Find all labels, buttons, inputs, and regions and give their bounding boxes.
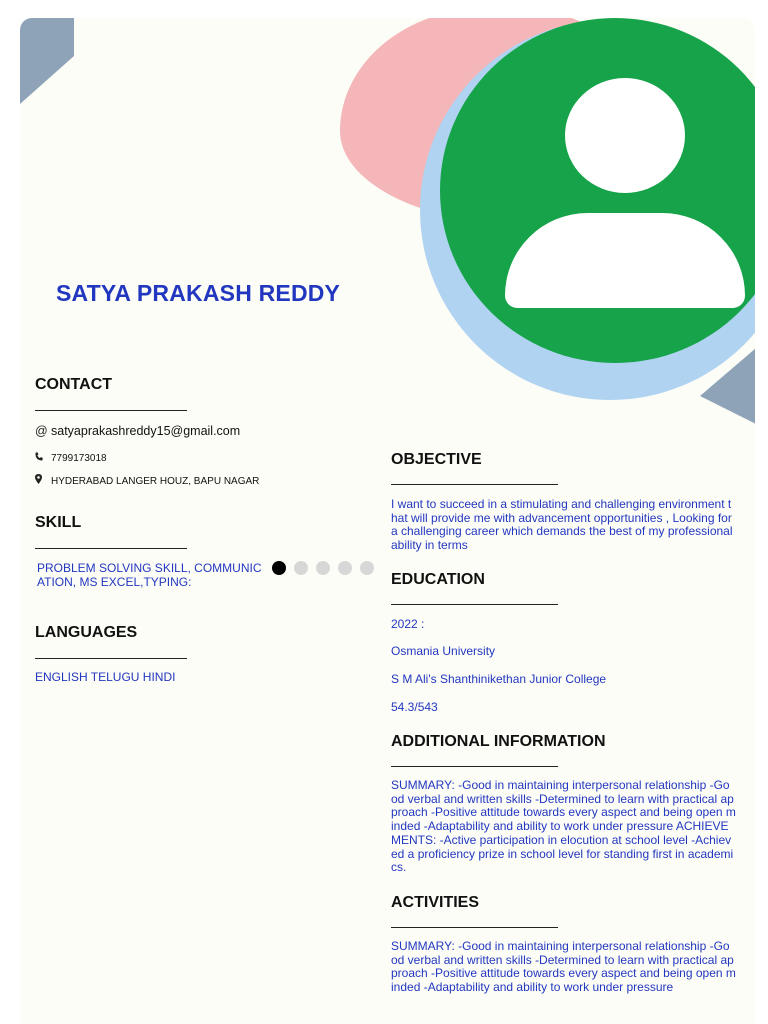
languages-heading: LANGUAGES — [35, 624, 138, 641]
education-score: 54.3/543 — [391, 700, 438, 714]
person-name: SATYA PRAKASH REDDY — [56, 280, 341, 306]
address-row — [35, 474, 259, 487]
avatar-body — [505, 213, 745, 308]
phone-icon — [35, 452, 47, 464]
skill-text: PROBLEM SOLVING SKILL, COMMUNICATION, MS EXCEL,TYPING: — [37, 561, 262, 589]
rating-dot-empty — [360, 561, 374, 575]
objective-heading: OBJECTIVE — [391, 451, 482, 468]
objective-text: I want to succeed in a stimulating and challenging environment that will provide me with advancement opportunities , Looking for a challenging career which demands the best of my professional ability in terms — [391, 497, 733, 553]
email-text: satyaprakashreddy15@gmail.com — [51, 424, 241, 438]
decorative-triangle-top-left — [20, 18, 76, 104]
avatar-head — [565, 78, 685, 193]
resume-page — [20, 18, 755, 1024]
location-pin-icon — [35, 474, 47, 487]
education-college: S M Ali's Shanthinikethan Junior College — [391, 672, 607, 686]
phone-text: 7799173018 — [51, 453, 107, 464]
rating-dot-empty — [294, 561, 308, 575]
skill-heading: SKILL — [35, 514, 82, 531]
contact-heading: CONTACT — [35, 376, 113, 393]
additional-info-text: SUMMARY: -Good in maintaining interpersonal relationship -Good verbal and written skills -Determined to learn with practical approach -Positive attitude towards every aspect and being open minded -Adaptability and ability to work under pressure ACHIEVEMENTS: -Active participation in elocution at school level -Achieved a proficiency prize in school level for standing first in academics. — [391, 778, 736, 875]
education-divider — [391, 604, 558, 605]
additional-info-heading: ADDITIONAL INFORMATION — [391, 733, 606, 750]
objective-divider — [391, 484, 558, 485]
education-heading: EDUCATION — [391, 571, 485, 588]
activities-heading: ACTIVITIES — [391, 894, 480, 911]
rating-dot-filled — [272, 561, 286, 575]
additional-info-divider — [391, 766, 558, 767]
skill-rating — [272, 561, 374, 575]
contact-divider — [35, 410, 187, 411]
languages-text: ENGLISH TELUGU HINDI — [35, 670, 176, 684]
education-university: Osmania University — [391, 644, 496, 658]
activities-text: SUMMARY: -Good in maintaining interpersonal relationship -Good verbal and written skills -Determined to learn with practical approach -Positive attitude towards every aspect and being open minded -Adaptability and ability to work under pressure — [391, 939, 736, 995]
address-text: HYDERABAD LANGER HOUZ, BAPU NAGAR — [51, 476, 260, 487]
activities-divider — [391, 927, 558, 928]
rating-dot-empty — [316, 561, 330, 575]
phone-row — [35, 452, 107, 464]
education-year: 2022 : — [391, 617, 425, 631]
skill-divider — [35, 548, 187, 549]
languages-divider — [35, 658, 187, 659]
at-icon: @ — [35, 424, 48, 438]
rating-dot-empty — [338, 561, 352, 575]
email-row — [35, 424, 240, 438]
